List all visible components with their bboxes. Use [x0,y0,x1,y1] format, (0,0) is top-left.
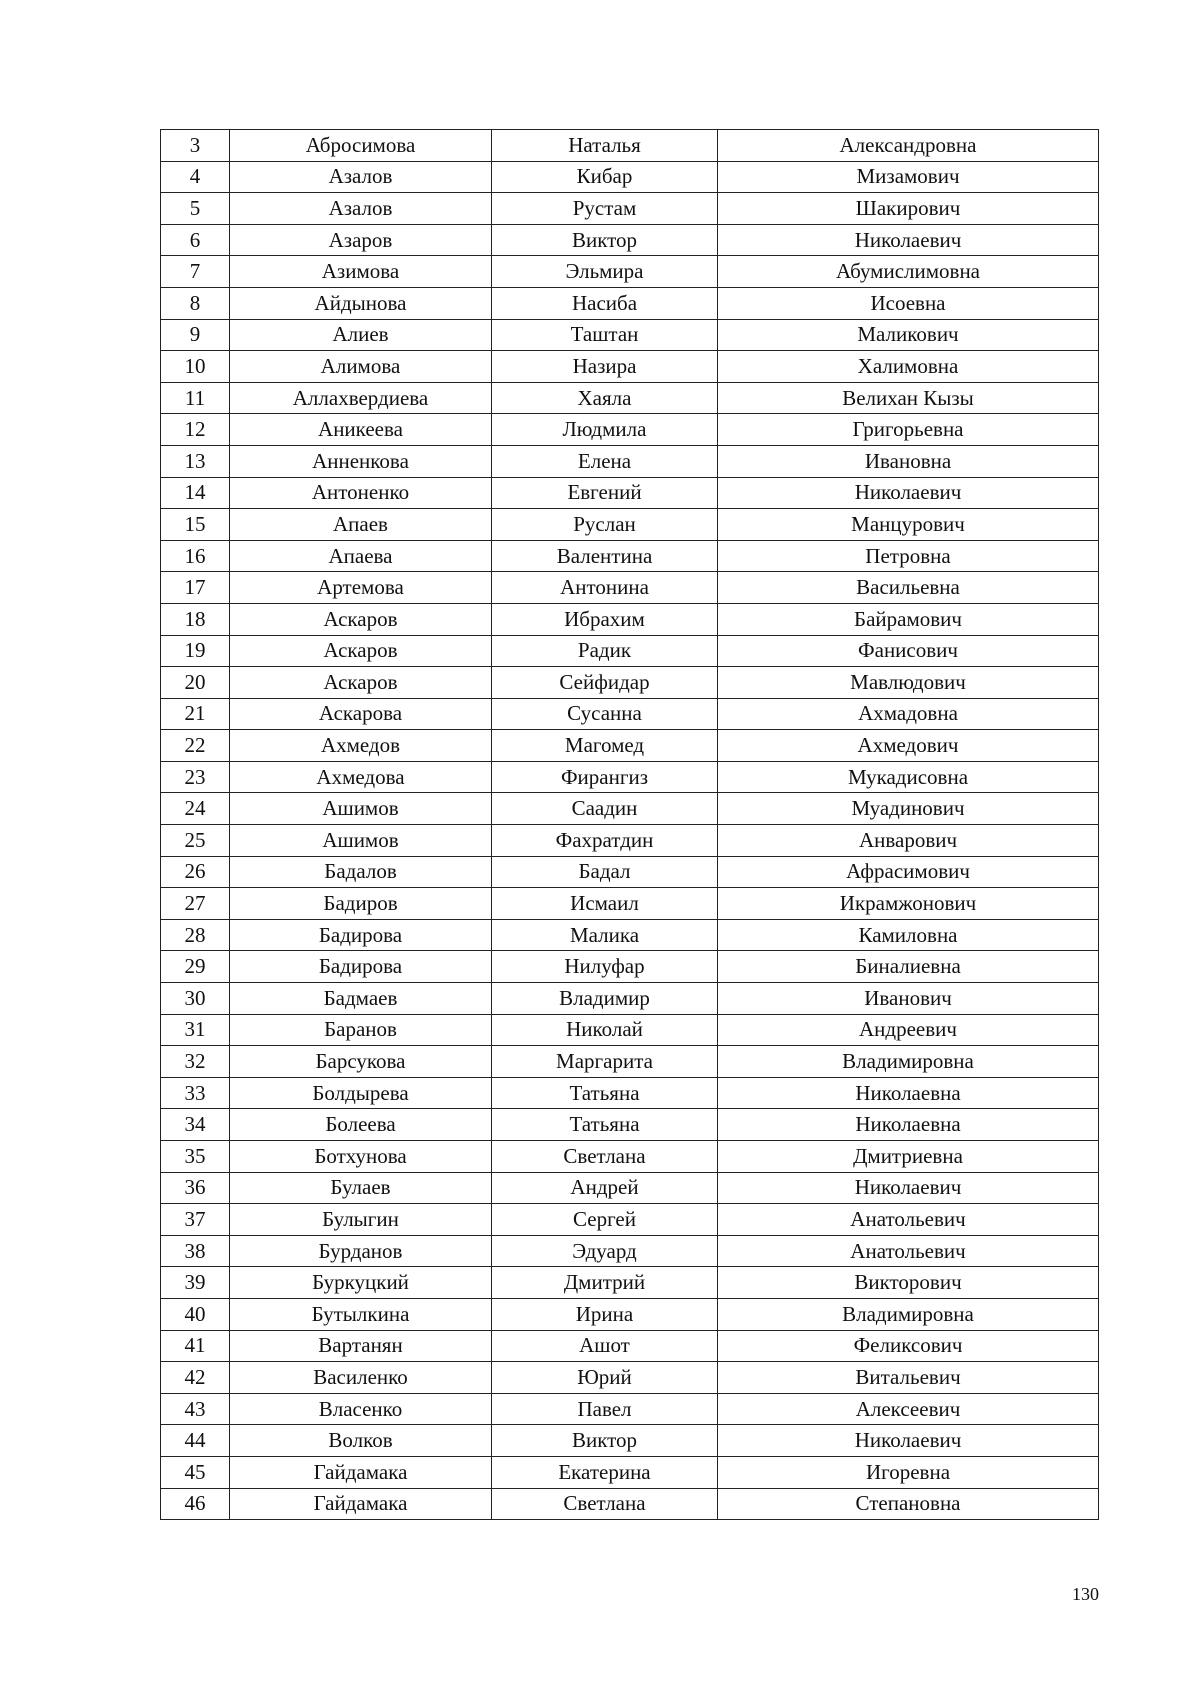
table-row [161,1172,1099,1204]
last-name-cell: Артемова [230,572,492,604]
row-number-cell: 26 [161,856,230,888]
first-name-cell: Виктор [492,224,718,256]
row-number-cell: 27 [161,888,230,920]
first-name-cell: Руслан [492,509,718,541]
patronymic-cell: Шакирович [718,193,1099,225]
row-number-cell: 35 [161,1141,230,1173]
patronymic-cell: Биналиевна [718,951,1099,983]
last-name-cell: Булыгин [230,1204,492,1236]
last-name-cell: Бутылкина [230,1298,492,1330]
first-name-cell: Насиба [492,287,718,319]
last-name-cell: Болдырева [230,1077,492,1109]
last-name-cell: Азалов [230,161,492,193]
table-row [161,1014,1099,1046]
row-number-cell: 3 [161,130,230,162]
table-row [161,445,1099,477]
last-name-cell: Аскаров [230,667,492,699]
last-name-cell: Гайдамака [230,1456,492,1488]
first-name-cell: Павел [492,1393,718,1425]
patronymic-cell: Анварович [718,825,1099,857]
first-name-cell: Наталья [492,130,718,162]
last-name-cell: Антоненко [230,477,492,509]
patronymic-cell: Абумислимовна [718,256,1099,288]
first-name-cell: Эльмира [492,256,718,288]
patronymic-cell: Владимировна [718,1298,1099,1330]
row-number-cell: 31 [161,1014,230,1046]
row-number-cell: 25 [161,825,230,857]
table-row [161,730,1099,762]
table-row [161,793,1099,825]
table-row [161,888,1099,920]
row-number-cell: 13 [161,445,230,477]
patronymic-cell: Степановна [718,1488,1099,1520]
first-name-cell: Виктор [492,1425,718,1457]
row-number-cell: 30 [161,983,230,1015]
last-name-cell: Айдынова [230,287,492,319]
table-row [161,256,1099,288]
row-number-cell: 10 [161,351,230,383]
table-row [161,1298,1099,1330]
patronymic-cell: Муадинович [718,793,1099,825]
first-name-cell: Светлана [492,1488,718,1520]
table-row [161,161,1099,193]
table-row [161,477,1099,509]
patronymic-cell: Николаевич [718,477,1099,509]
patronymic-cell: Икрамжонович [718,888,1099,920]
table-row [161,414,1099,446]
row-number-cell: 24 [161,793,230,825]
table-row [161,698,1099,730]
first-name-cell: Николай [492,1014,718,1046]
patronymic-cell: Андреевич [718,1014,1099,1046]
row-number-cell: 38 [161,1235,230,1267]
patronymic-cell: Владимировна [718,1046,1099,1078]
row-number-cell: 16 [161,540,230,572]
last-name-cell: Буркуцкий [230,1267,492,1299]
first-name-cell: Исмаил [492,888,718,920]
last-name-cell: Болеева [230,1109,492,1141]
row-number-cell: 37 [161,1204,230,1236]
first-name-cell: Кибар [492,161,718,193]
row-number-cell: 43 [161,1393,230,1425]
row-number-cell: 40 [161,1298,230,1330]
patronymic-cell: Васильевна [718,572,1099,604]
patronymic-cell: Мукадисовна [718,761,1099,793]
last-name-cell: Ашимов [230,825,492,857]
patronymic-cell: Дмитриевна [718,1141,1099,1173]
table-row [161,825,1099,857]
first-name-cell: Эдуард [492,1235,718,1267]
patronymic-cell: Фанисович [718,635,1099,667]
patronymic-cell: Мизамович [718,161,1099,193]
last-name-cell: Булаев [230,1172,492,1204]
last-name-cell: Ботхунова [230,1141,492,1173]
patronymic-cell: Феликсович [718,1330,1099,1362]
last-name-cell: Василенко [230,1362,492,1394]
last-name-cell: Азалов [230,193,492,225]
patronymic-cell: Камиловна [718,919,1099,951]
row-number-cell: 29 [161,951,230,983]
row-number-cell: 11 [161,382,230,414]
first-name-cell: Назира [492,351,718,383]
row-number-cell: 34 [161,1109,230,1141]
first-name-cell: Магомед [492,730,718,762]
last-name-cell: Ашимов [230,793,492,825]
table-row [161,1109,1099,1141]
table-row [161,1141,1099,1173]
last-name-cell: Аллахвердиева [230,382,492,414]
last-name-cell: Бадмаев [230,983,492,1015]
table-row [161,761,1099,793]
row-number-cell: 39 [161,1267,230,1299]
patronymic-cell: Игоревна [718,1456,1099,1488]
row-number-cell: 36 [161,1172,230,1204]
patronymic-cell: Витальевич [718,1362,1099,1394]
patronymic-cell: Григорьевна [718,414,1099,446]
last-name-cell: Алиев [230,319,492,351]
patronymic-cell: Велихан Кызы [718,382,1099,414]
patronymic-cell: Николаевич [718,1425,1099,1457]
row-number-cell: 4 [161,161,230,193]
patronymic-cell: Викторович [718,1267,1099,1299]
first-name-cell: Владимир [492,983,718,1015]
first-name-cell: Нилуфар [492,951,718,983]
table-row [161,540,1099,572]
table-row [161,1330,1099,1362]
table-row [161,951,1099,983]
first-name-cell: Дмитрий [492,1267,718,1299]
table-row [161,983,1099,1015]
patronymic-cell: Алексеевич [718,1393,1099,1425]
patronymic-cell: Халимовна [718,351,1099,383]
table-row [161,1362,1099,1394]
row-number-cell: 19 [161,635,230,667]
table-row [161,919,1099,951]
patronymic-cell: Николаевна [718,1077,1099,1109]
last-name-cell: Азимова [230,256,492,288]
last-name-cell: Бадиров [230,888,492,920]
row-number-cell: 15 [161,509,230,541]
last-name-cell: Власенко [230,1393,492,1425]
last-name-cell: Азаров [230,224,492,256]
table-row [161,1488,1099,1520]
first-name-cell: Сейфидар [492,667,718,699]
first-name-cell: Саадин [492,793,718,825]
last-name-cell: Вартанян [230,1330,492,1362]
table-row [161,1077,1099,1109]
row-number-cell: 33 [161,1077,230,1109]
last-name-cell: Аскаров [230,635,492,667]
last-name-cell: Анненкова [230,445,492,477]
first-name-cell: Фирангиз [492,761,718,793]
row-number-cell: 41 [161,1330,230,1362]
patronymic-cell: Афрасимович [718,856,1099,888]
table-row [161,572,1099,604]
first-name-cell: Сусанна [492,698,718,730]
table-row [161,1425,1099,1457]
patronymic-cell: Манцурович [718,509,1099,541]
last-name-cell: Ахмедов [230,730,492,762]
patronymic-cell: Ахмедович [718,730,1099,762]
table-row [161,193,1099,225]
first-name-cell: Фахратдин [492,825,718,857]
table-row [161,1046,1099,1078]
first-name-cell: Бадал [492,856,718,888]
last-name-cell: Абросимова [230,130,492,162]
row-number-cell: 8 [161,287,230,319]
first-name-cell: Сергей [492,1204,718,1236]
first-name-cell: Светлана [492,1141,718,1173]
table-row [161,635,1099,667]
patronymic-cell: Маликович [718,319,1099,351]
row-number-cell: 22 [161,730,230,762]
first-name-cell: Андрей [492,1172,718,1204]
first-name-cell: Татьяна [492,1077,718,1109]
last-name-cell: Барсукова [230,1046,492,1078]
first-name-cell: Екатерина [492,1456,718,1488]
row-number-cell: 14 [161,477,230,509]
table-row [161,1235,1099,1267]
row-number-cell: 18 [161,603,230,635]
last-name-cell: Аникеева [230,414,492,446]
first-name-cell: Юрий [492,1362,718,1394]
first-name-cell: Маргарита [492,1046,718,1078]
patronymic-cell: Николаевич [718,224,1099,256]
patronymic-cell: Александровна [718,130,1099,162]
first-name-cell: Валентина [492,540,718,572]
first-name-cell: Ибрахим [492,603,718,635]
last-name-cell: Бадирова [230,951,492,983]
table-row [161,1393,1099,1425]
patronymic-cell: Байрамович [718,603,1099,635]
row-number-cell: 44 [161,1425,230,1457]
last-name-cell: Алимова [230,351,492,383]
first-name-cell: Людмила [492,414,718,446]
last-name-cell: Бадалов [230,856,492,888]
table-row [161,382,1099,414]
row-number-cell: 23 [161,761,230,793]
last-name-cell: Бадирова [230,919,492,951]
row-number-cell: 20 [161,667,230,699]
last-name-cell: Волков [230,1425,492,1457]
last-name-cell: Гайдамака [230,1488,492,1520]
table-row [161,224,1099,256]
first-name-cell: Малика [492,919,718,951]
table-row [161,319,1099,351]
row-number-cell: 17 [161,572,230,604]
patronymic-cell: Иванович [718,983,1099,1015]
table-row [161,1267,1099,1299]
first-name-cell: Елена [492,445,718,477]
patronymic-cell: Анатольевич [718,1235,1099,1267]
row-number-cell: 9 [161,319,230,351]
names-table-body [161,130,1099,1520]
row-number-cell: 42 [161,1362,230,1394]
last-name-cell: Бурданов [230,1235,492,1267]
names-table [160,129,1099,1520]
patronymic-cell: Николаевна [718,1109,1099,1141]
first-name-cell: Хаяла [492,382,718,414]
last-name-cell: Ахмедова [230,761,492,793]
table-row [161,1456,1099,1488]
patronymic-cell: Петровна [718,540,1099,572]
row-number-cell: 32 [161,1046,230,1078]
row-number-cell: 6 [161,224,230,256]
patronymic-cell: Анатольевич [718,1204,1099,1236]
last-name-cell: Аскаров [230,603,492,635]
last-name-cell: Апаев [230,509,492,541]
row-number-cell: 5 [161,193,230,225]
first-name-cell: Радик [492,635,718,667]
page-number: 130 [1072,1584,1099,1604]
first-name-cell: Антонина [492,572,718,604]
table-row [161,667,1099,699]
first-name-cell: Ирина [492,1298,718,1330]
row-number-cell: 46 [161,1488,230,1520]
patronymic-cell: Ивановна [718,445,1099,477]
table-row [161,351,1099,383]
last-name-cell: Апаева [230,540,492,572]
patronymic-cell: Мавлюдович [718,667,1099,699]
row-number-cell: 28 [161,919,230,951]
patronymic-cell: Ахмадовна [718,698,1099,730]
row-number-cell: 12 [161,414,230,446]
row-number-cell: 7 [161,256,230,288]
patronymic-cell: Николаевич [718,1172,1099,1204]
patronymic-cell: Исоевна [718,287,1099,319]
first-name-cell: Ашот [492,1330,718,1362]
row-number-cell: 45 [161,1456,230,1488]
first-name-cell: Татьяна [492,1109,718,1141]
row-number-cell: 21 [161,698,230,730]
table-row [161,287,1099,319]
first-name-cell: Таштан [492,319,718,351]
last-name-cell: Баранов [230,1014,492,1046]
table-row [161,509,1099,541]
first-name-cell: Евгений [492,477,718,509]
table-row [161,856,1099,888]
last-name-cell: Аскарова [230,698,492,730]
table-row [161,603,1099,635]
first-name-cell: Рустам [492,193,718,225]
table-row [161,130,1099,162]
table-row [161,1204,1099,1236]
